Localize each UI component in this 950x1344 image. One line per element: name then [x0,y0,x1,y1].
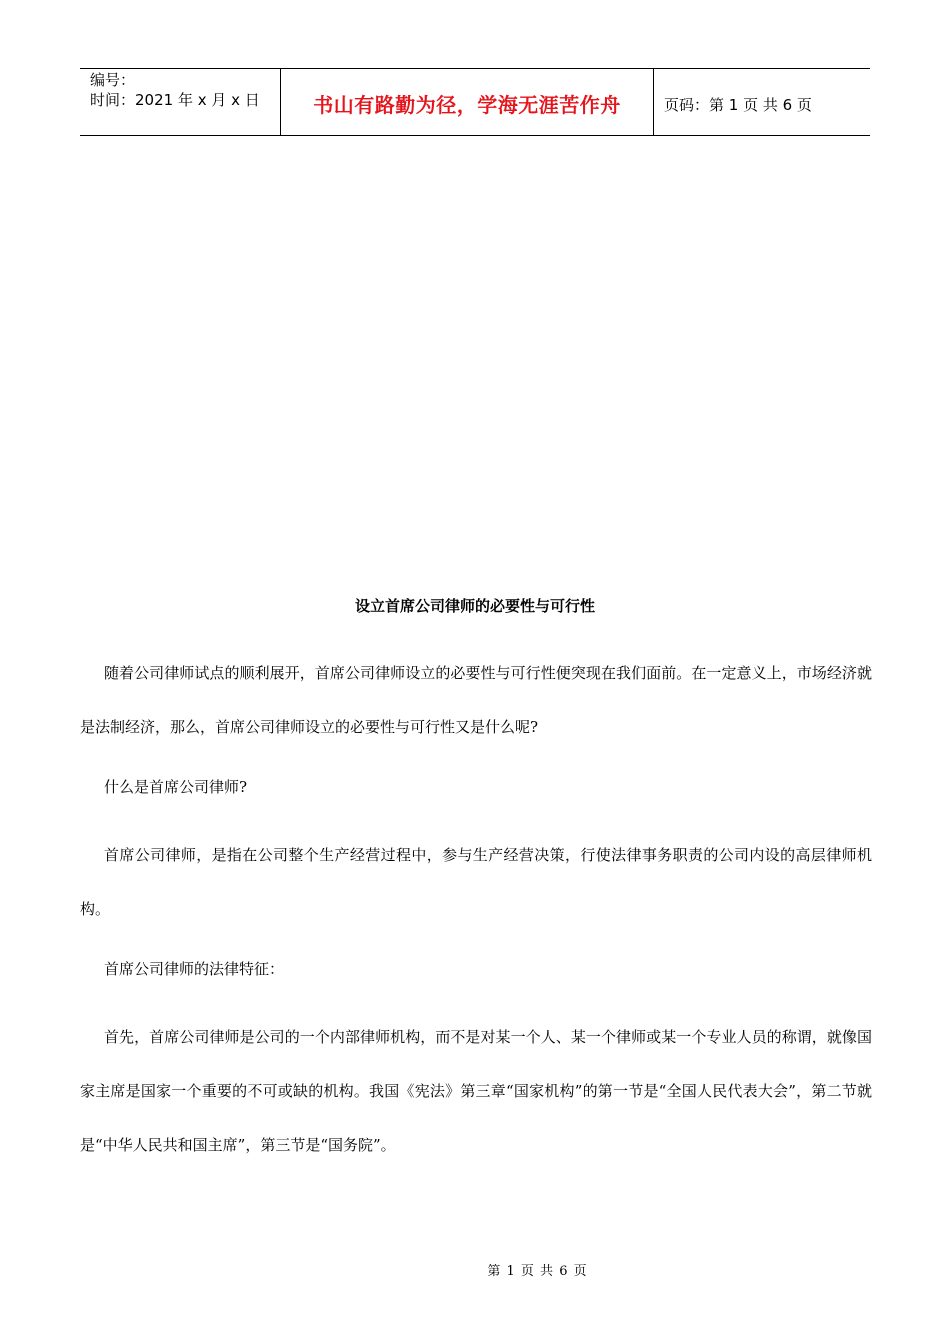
document-time-label: 时间：2021 年 x 月 x 日 [90,91,260,109]
header-meta-cell [80,69,281,135]
header-table [80,68,870,136]
header-page-info: 页码：第 1 页 共 6 页 [664,96,812,114]
motto-text: 书山有路勤为径，学海无涯苦作舟 [313,93,621,117]
paragraph: 什么是首席公司律师? [104,778,248,796]
header-motto-cell [281,69,654,135]
document-number-label: 编号： [90,71,136,89]
paragraph: 首席公司律师的法律特征： [104,960,285,978]
paragraph: 首先，首席公司律师是公司的一个内部律师机构，而不是对某一个人、某一个律师或某一个专业人员的称谓，就像国家主席是国家一个重要的不可或缺的机构。我国《宪法》第三章“国家机构”的第一节是“全国人民代表大会”，第二节就是“中华人民共和国主席”，第三节是“国务院”。 [80,1028,872,1154]
paragraph: 随着公司律师试点的顺利展开，首席公司律师设立的必要性与可行性便突现在我们面前。在一定意义上，市场经济就是法制经济，那么，首席公司律师设立的必要性与可行性又是什么呢? [80,664,872,736]
footer-page-number: 第 1 页 共 6 页 [487,1264,587,1279]
paragraph: 首席公司律师，是指在公司整个生产经营过程中，参与生产经营决策，行使法律事务职责的公司内设的高层律师机构。 [80,846,872,918]
document-title: 设立首席公司律师的必要性与可行性 [354,597,595,615]
header-page-cell [654,69,870,135]
